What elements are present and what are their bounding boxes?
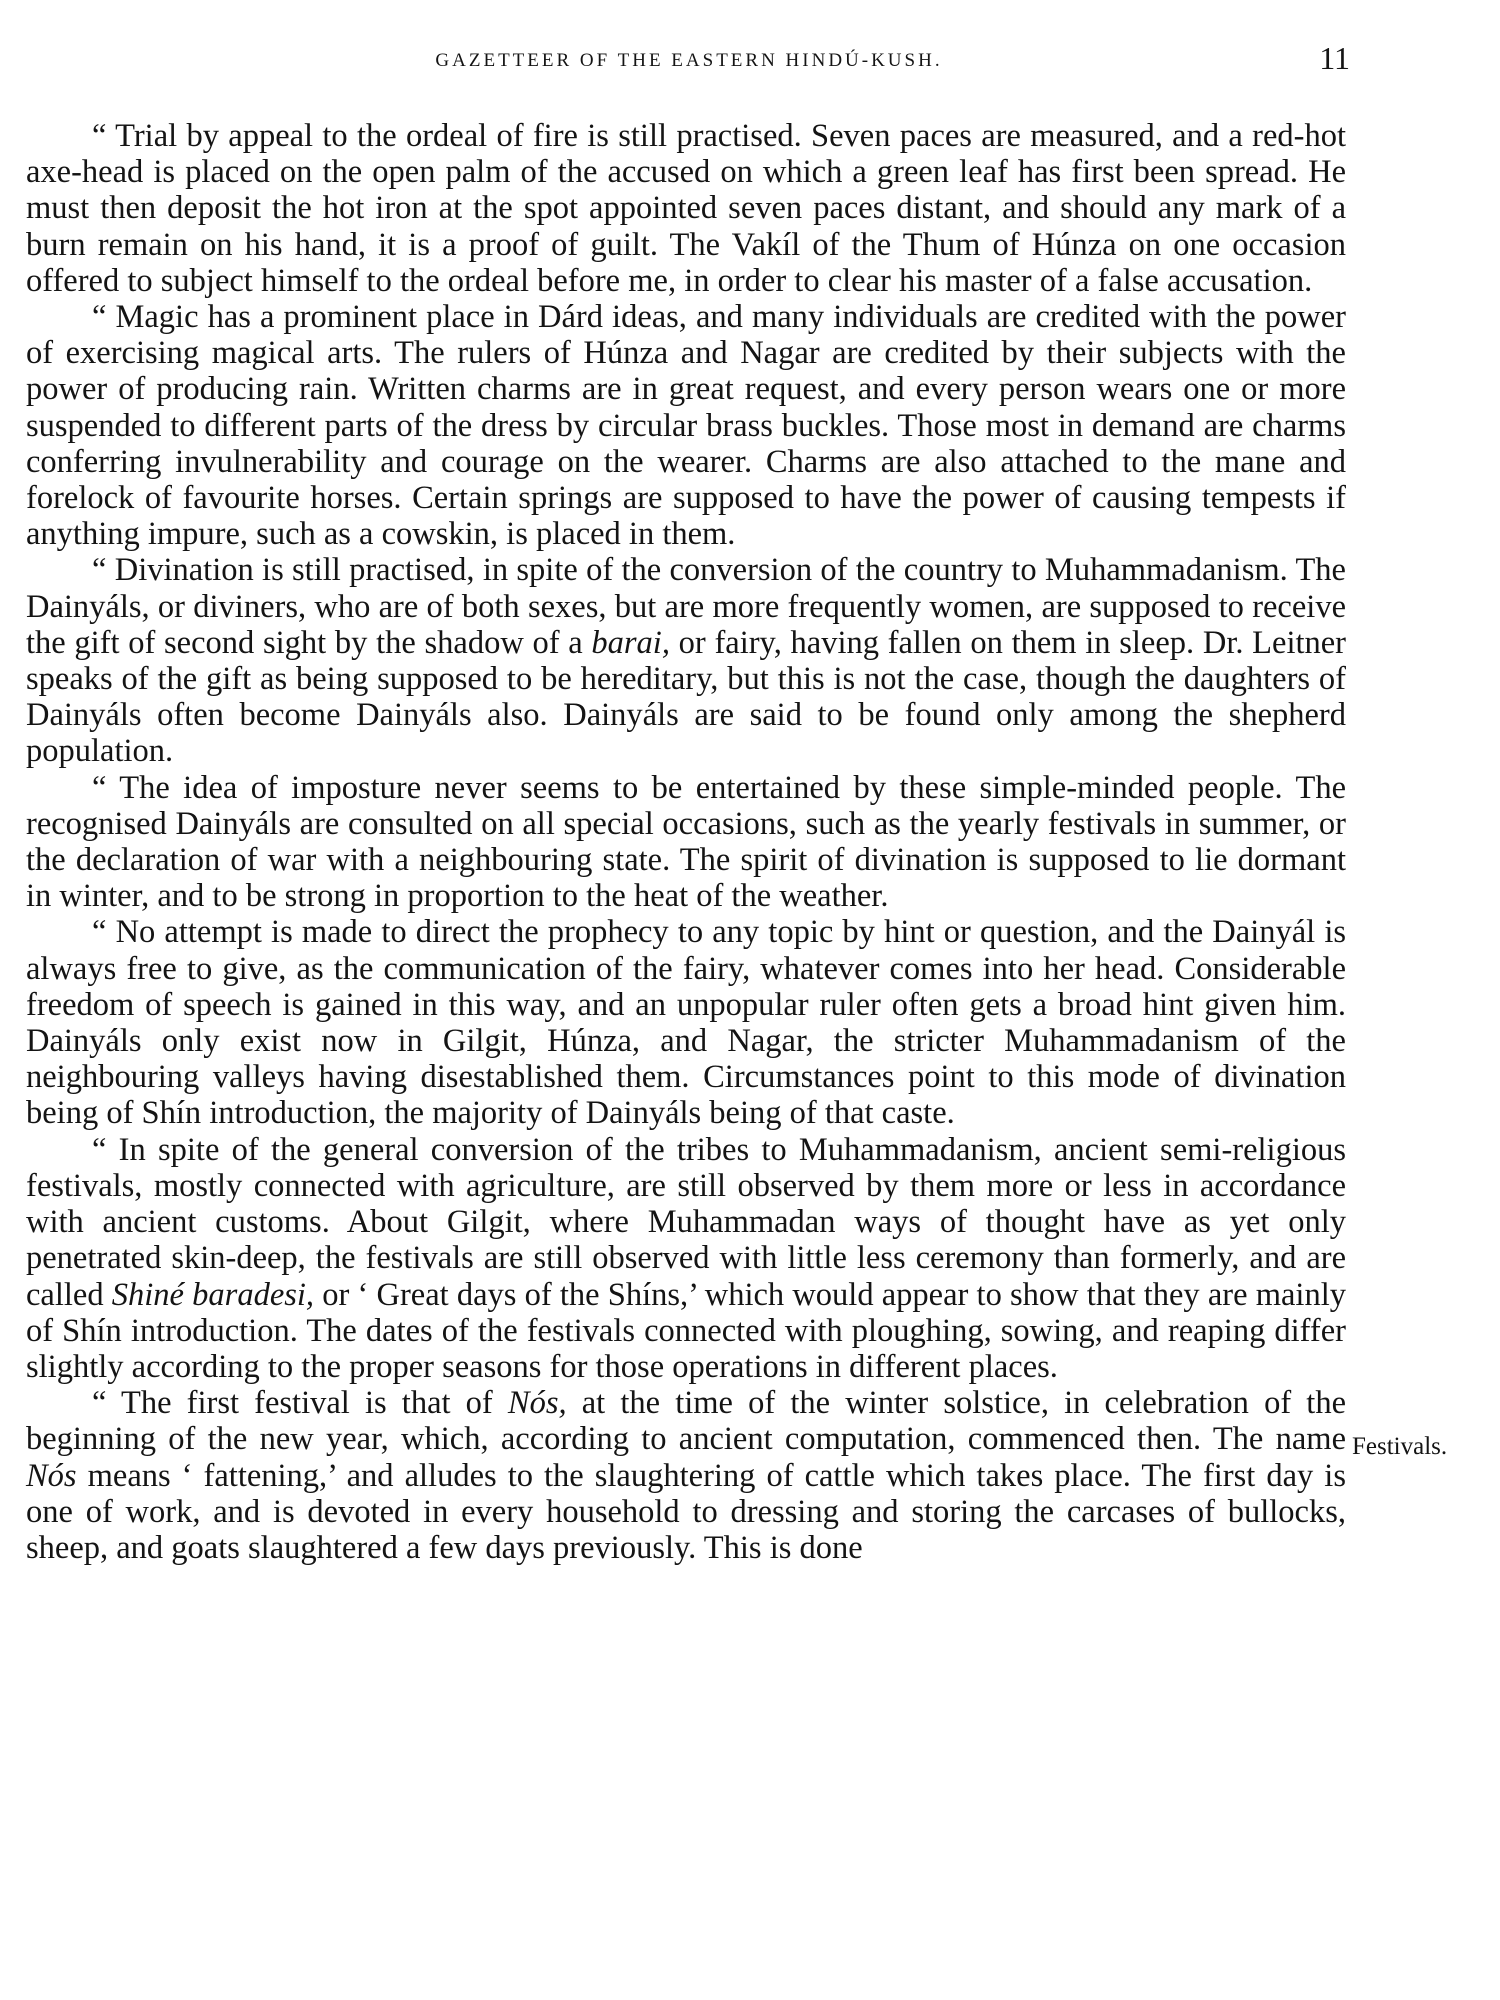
paragraph-nos-part-1: “ The first festival is that of bbox=[92, 1385, 508, 1422]
paragraph-divination-part-2: or fairy, having fallen on them in sleep. Dr. Leitner speaks of the gift as being supposed to be hereditary, but this is not the case, though the daughters of Dainyáls often become Dainyáls also. Dainyáls are said to be found only among the shepherd population. bbox=[26, 624, 1347, 770]
paragraph-divination-part-1: “ Divination is still practised, in spite of the conversion of the country to Muhammadanism. The Dainyáls, or diviners, who are of both sexes, but are more frequently women, are supposed to receive the gift of second sight by the shadow of a bbox=[26, 552, 1346, 661]
paragraph-magic: “ Magic has a prominent place in Dárd ideas, and many individuals are credited with the power of exercising magical arts. The rulers of Húnza and Nagar are credited by their subjects with the power of producing rain. Written charms are in great request, and every person wears one or more suspended to different parts of the dress by circular brass buckles. Those most in demand are charms conferring invulnerability and courage on the wearer. Charms are also attached to the mane and forelock of favourite horses. Certain springs are supposed to have the power of causing tempests if anything impure, such as a cowskin, is placed in them. bbox=[26, 299, 1346, 553]
paragraph-imposture: “ The idea of imposture never seems to be entertained by these simple-minded people. The recognised Dainyáls are consulted on all special occasions, such as the yearly festivals in summer, or the declaration of war with a neighbouring state. The spirit of divination is supposed to lie dormant in winter, and to be strong in proportion to the heat of the weather. bbox=[26, 769, 1346, 915]
paragraph-prophecy: “ No attempt is made to direct the prophecy to any topic by hint or question, and the Dainyál is always free to give, as the communication of the fairy, whatever comes into her head. Considerable freedom of speech is gained in this way, and an unpopular ruler often gets a broad hint given him. Dainyáls only exist now in Gilgit, Húnza, and Nagar, the stricter Muhammadanism of the neighbouring valleys having disestablished them. Circumstances point to this mode of divination being of Shín introduction, the majority of Dainyáls being of that caste. bbox=[26, 914, 1346, 1132]
paragraph-nos-part-2: at the time of the winter solstice, in celebration of the beginning of the new year, which, according to ancient computation, commenced then. The name bbox=[26, 1385, 1346, 1458]
page-number: 11 bbox=[1319, 40, 1350, 76]
paragraph-festivals bbox=[26, 1132, 1346, 1385]
paragraph-ordeal: “ Trial by appeal to the ordeal of fire is still practised. Seven paces are measured, and a red-hot axe-head is placed on the open palm of the accused on which a green leaf has first been spread. He must then deposit the hot iron at the spot appointed seven paces distant, and should any mark of a burn remain on his hand, it is a proof of guilt. The Vakíl of the Thum of Húnza on one occasion offered to subject himself to the ordeal before me, in order to clear his master of a false accusation. bbox=[26, 118, 1346, 299]
term-barai: barai, bbox=[591, 624, 670, 661]
paragraph-nos bbox=[26, 1385, 1346, 1566]
running-title: GAZETTEER OF THE EASTERN HINDÚ-KUSH. bbox=[435, 50, 943, 71]
running-head bbox=[28, 40, 1350, 80]
paragraph-nos-part-3: means ‘ fattening,’ and alludes to the slaughtering of cattle which takes place. The first day is one of work, and is devoted in every household to dressing and storing the carcases of bullocks, sheep, and goats slaughtered a few days previously. This is done bbox=[26, 1457, 1346, 1566]
paragraph-festivals-part-1: “ In spite of the general conversion of the tribes to Muhammadanism, ancient semi-religious festivals, mostly connected with agriculture, are still observed by them more or less in accordance with ancient customs. About Gilgit, where Muhammadan ways of thought have as yet only penetrated skin-deep, the festivals are still observed with little less ceremony than formerly, and are called bbox=[26, 1131, 1346, 1313]
paragraph-festivals-part-2: or ‘ Great days of the Shíns,’ which would appear to show that they are mainly of Shín introduction. The dates of the festivals connected with ploughing, sowing, and reaping differ slightly according to the proper seasons for those operations in different places. bbox=[26, 1276, 1346, 1385]
term-nos: Nós, bbox=[507, 1385, 567, 1422]
paragraph-divination bbox=[26, 552, 1346, 769]
term-shine-baradesi: Shiné baradesi, bbox=[111, 1276, 315, 1313]
body-text bbox=[26, 118, 1346, 1566]
term-nos-2: Nós bbox=[26, 1457, 77, 1494]
margin-note-festivals: Festivals. bbox=[1352, 1433, 1448, 1460]
